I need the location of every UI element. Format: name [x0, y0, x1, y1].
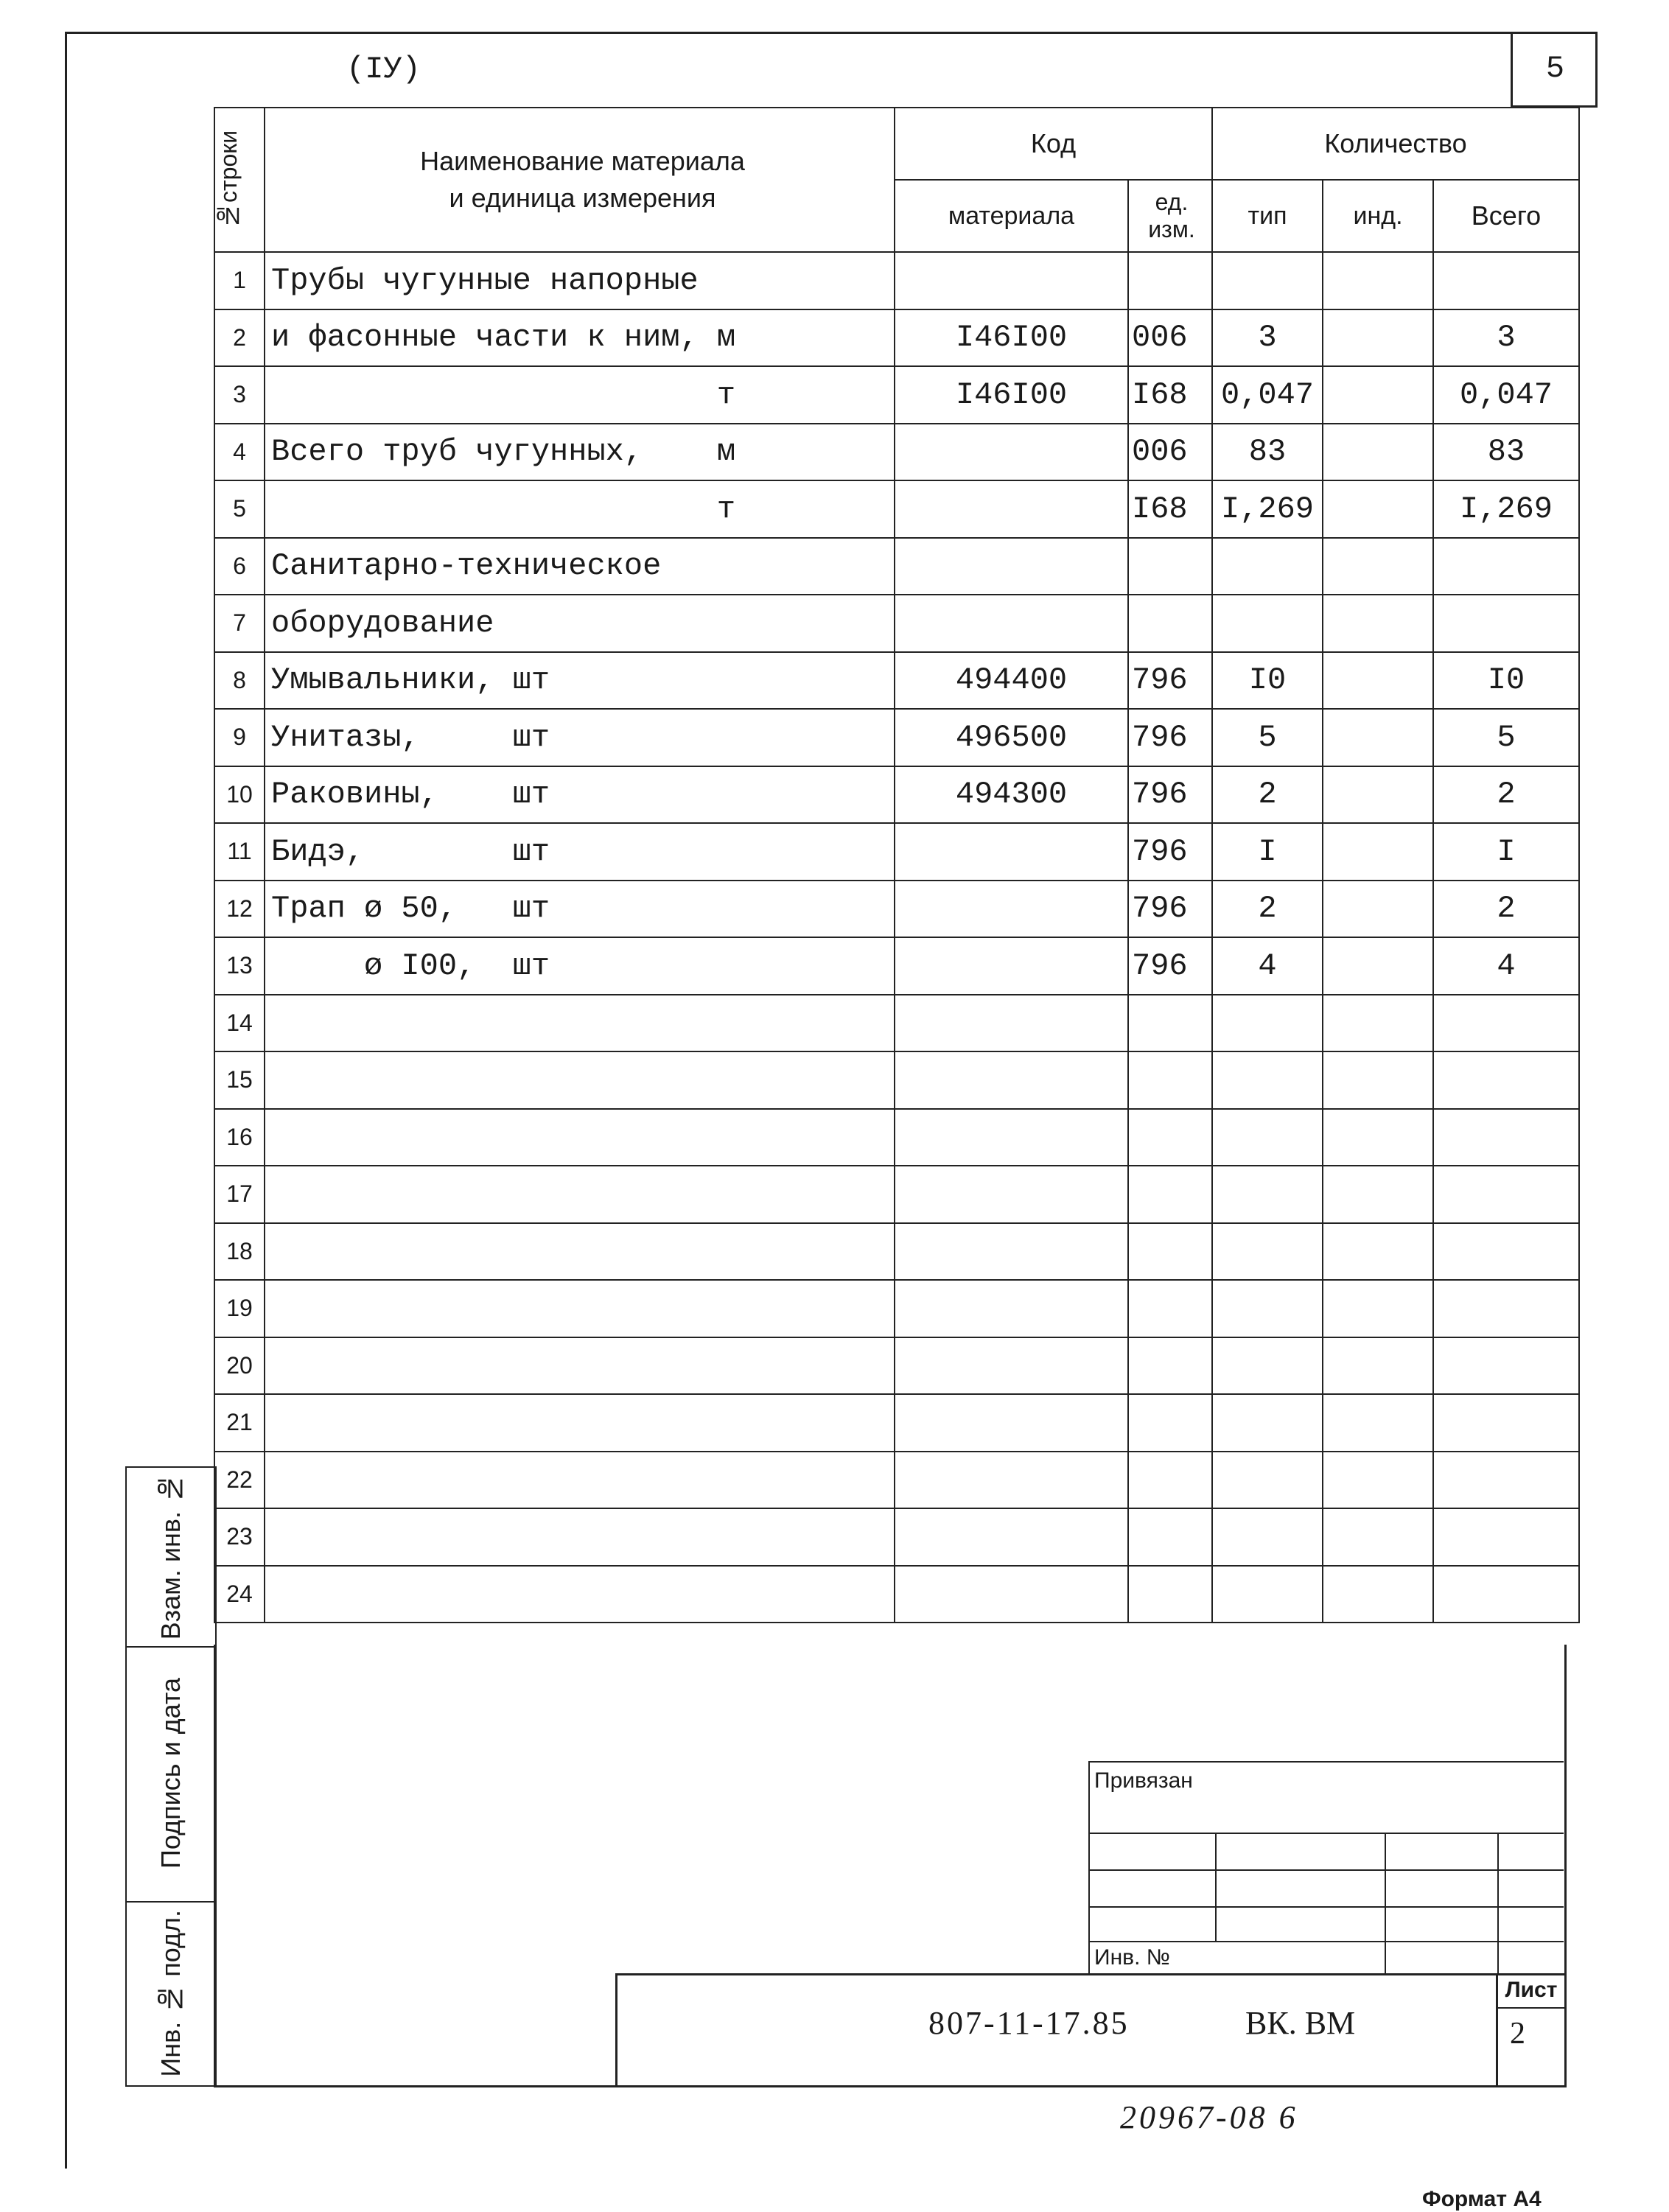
unit-code-cell: 796 [1128, 937, 1212, 995]
material-name-cell: Умывальники, шт [265, 652, 895, 710]
row-number-cell: 23 [214, 1508, 265, 1566]
unit-code-cell: I68 [1128, 480, 1212, 538]
unit-code-cell: 796 [1128, 823, 1212, 881]
table-row [214, 1508, 1579, 1566]
material-name-cell: Всего труб чугунных, м [265, 424, 895, 481]
unit-code-cell [1128, 1223, 1212, 1281]
qty-type-cell: 0,047 [1212, 366, 1323, 424]
row-number-cell: 1 [214, 252, 265, 309]
handwritten-number: 20967-08 6 [1120, 2099, 1298, 2135]
qty-type-cell [1212, 1166, 1323, 1223]
qty-ind-cell [1323, 1337, 1433, 1395]
stamp-rule [1090, 1869, 1564, 1871]
row-number-cell: 4 [214, 424, 265, 481]
qty-type-cell [1212, 1109, 1323, 1166]
privyazan-label: Привязан [1094, 1768, 1193, 1793]
material-name-cell [265, 1109, 895, 1166]
unit-code-cell [1128, 1452, 1212, 1509]
unit-code-cell: 796 [1128, 652, 1212, 710]
qty-total-cell: 2 [1433, 881, 1579, 938]
material-name-cell [265, 1280, 895, 1337]
document-suffix: ВК. ВМ [1245, 2005, 1356, 2041]
unit-code-cell: 796 [1128, 766, 1212, 824]
document-code: 807-11-17.85 [928, 2005, 1130, 2041]
unit-code-cell [1128, 1109, 1212, 1166]
header-quantity: Количество [1212, 108, 1579, 180]
material-code-cell [895, 1394, 1128, 1452]
qty-total-cell [1433, 1166, 1579, 1223]
row-number-cell: 22 [214, 1452, 265, 1509]
table-row [214, 1223, 1579, 1281]
table-row [214, 252, 1579, 309]
qty-type-cell [1212, 995, 1323, 1052]
unit-code-cell [1128, 1566, 1212, 1623]
qty-ind-cell [1323, 1223, 1433, 1281]
row-number-cell: 19 [214, 1280, 265, 1337]
table-row [214, 1394, 1579, 1452]
header-qty-ind: инд. [1323, 180, 1433, 252]
qty-type-cell [1212, 1566, 1323, 1623]
row-number-cell: 16 [214, 1109, 265, 1166]
header-qty-total: Всего [1433, 180, 1579, 252]
material-code-cell [895, 538, 1128, 595]
unit-code-cell [1128, 995, 1212, 1052]
qty-type-cell: I [1212, 823, 1323, 881]
qty-ind-cell [1323, 1109, 1433, 1166]
qty-ind-cell [1323, 652, 1433, 710]
material-code-cell [895, 1508, 1128, 1566]
unit-code-cell: 796 [1128, 881, 1212, 938]
qty-total-cell: 4 [1433, 937, 1579, 995]
format-label: Формат А4 [1422, 2187, 1542, 2211]
qty-ind-cell [1323, 424, 1433, 481]
material-name-cell: т [265, 366, 895, 424]
list-box [1496, 1973, 1564, 2085]
table-row [214, 881, 1579, 938]
qty-total-cell: 5 [1433, 709, 1579, 766]
material-name-cell [265, 1508, 895, 1566]
qty-total-cell [1433, 538, 1579, 595]
table-row [214, 995, 1579, 1052]
material-code-cell [895, 1280, 1128, 1337]
table-row [214, 1337, 1579, 1395]
row-number-cell: 6 [214, 538, 265, 595]
stamp-rule [1090, 1833, 1564, 1834]
header-code-material: материала [895, 180, 1128, 252]
stamp-vzam-inv [125, 1466, 217, 1648]
material-name-cell: и фасонные части к ним, м [265, 309, 895, 367]
unit-code-cell [1128, 538, 1212, 595]
qty-ind-cell [1323, 995, 1433, 1052]
material-code-cell [895, 1223, 1128, 1281]
table-row [214, 709, 1579, 766]
material-code-cell [895, 1109, 1128, 1166]
table-row [214, 1051, 1579, 1109]
material-code-cell [895, 937, 1128, 995]
qty-total-cell: 2 [1433, 766, 1579, 824]
header-row-number: №строки [214, 108, 265, 252]
qty-type-cell [1212, 595, 1323, 652]
unit-code-cell [1128, 1508, 1212, 1566]
stamp-inv-podl [125, 1901, 217, 2087]
header-name [265, 108, 895, 252]
material-code-cell [895, 1337, 1128, 1395]
row-number-cell: 5 [214, 480, 265, 538]
row-number-cell: 20 [214, 1337, 265, 1395]
stamp-rule [1090, 1941, 1564, 1942]
qty-total-cell [1433, 1566, 1579, 1623]
qty-type-cell [1212, 1051, 1323, 1109]
table-row [214, 480, 1579, 538]
material-code-cell [895, 881, 1128, 938]
material-name-cell [265, 995, 895, 1052]
qty-type-cell [1212, 252, 1323, 309]
qty-ind-cell [1323, 309, 1433, 367]
row-number-cell: 14 [214, 995, 265, 1052]
unit-code-cell [1128, 595, 1212, 652]
unit-code-cell [1128, 1394, 1212, 1452]
row-number-cell: 12 [214, 881, 265, 938]
table-row [214, 1280, 1579, 1337]
material-name-cell: Унитазы, шт [265, 709, 895, 766]
stamp-col [1385, 1833, 1386, 1975]
qty-total-cell: I0 [1433, 652, 1579, 710]
qty-total-cell: I,269 [1433, 480, 1579, 538]
qty-ind-cell [1323, 1394, 1433, 1452]
material-code-cell [895, 1051, 1128, 1109]
qty-total-cell [1433, 1452, 1579, 1509]
material-name-cell [265, 1223, 895, 1281]
qty-total-cell: 0,047 [1433, 366, 1579, 424]
qty-type-cell: 2 [1212, 881, 1323, 938]
material-name-cell: Бидэ, шт [265, 823, 895, 881]
qty-type-cell: 4 [1212, 937, 1323, 995]
material-code-cell [895, 995, 1128, 1052]
stamp-col [1497, 1833, 1499, 1975]
qty-ind-cell [1323, 595, 1433, 652]
unit-code-cell: 796 [1128, 709, 1212, 766]
material-name-cell [265, 1566, 895, 1623]
list-number: 2 [1510, 2017, 1525, 2051]
table-row [214, 366, 1579, 424]
material-name-cell [265, 1337, 895, 1395]
qty-ind-cell [1323, 766, 1433, 824]
material-code-cell [895, 252, 1128, 309]
material-code-cell [895, 823, 1128, 881]
material-name-cell [265, 1452, 895, 1509]
table-row [214, 652, 1579, 710]
material-code-cell [895, 424, 1128, 481]
inv-no-label: Инв. № [1094, 1945, 1170, 1970]
qty-type-cell: 3 [1212, 309, 1323, 367]
table-row [214, 595, 1579, 652]
row-number-cell: 9 [214, 709, 265, 766]
unit-code-cell [1128, 1280, 1212, 1337]
table-row [214, 424, 1579, 481]
material-name-cell: т [265, 480, 895, 538]
material-code-cell: I46I00 [895, 309, 1128, 367]
table-row [214, 937, 1579, 995]
material-name-cell [265, 1166, 895, 1223]
qty-type-cell [1212, 1508, 1323, 1566]
qty-type-cell: 83 [1212, 424, 1323, 481]
qty-total-cell: 3 [1433, 309, 1579, 367]
qty-type-cell [1212, 1280, 1323, 1337]
material-code-cell [895, 595, 1128, 652]
qty-ind-cell [1323, 538, 1433, 595]
table-row [214, 1109, 1579, 1166]
table-row [214, 1566, 1579, 1623]
qty-total-cell: I [1433, 823, 1579, 881]
sheet-label: (IУ) [346, 52, 421, 87]
row-number-cell: 13 [214, 937, 265, 995]
qty-ind-cell [1323, 823, 1433, 881]
qty-total-cell [1433, 252, 1579, 309]
header-code: Код [895, 108, 1212, 180]
qty-ind-cell [1323, 366, 1433, 424]
row-number-cell: 10 [214, 766, 265, 824]
row-number-cell: 8 [214, 652, 265, 710]
qty-total-cell: 83 [1433, 424, 1579, 481]
material-code-cell [895, 1566, 1128, 1623]
unit-code-cell: I68 [1128, 366, 1212, 424]
stamp-podpis-data-label: Подпись и дата [155, 1677, 186, 1869]
qty-ind-cell [1323, 1280, 1433, 1337]
header-name-line1: Наименование материала [420, 146, 745, 176]
header-qty-type: тип [1212, 180, 1323, 252]
list-label: Лист [1498, 1973, 1564, 2009]
qty-type-cell: 2 [1212, 766, 1323, 824]
qty-ind-cell [1323, 1452, 1433, 1509]
row-number-cell: 21 [214, 1394, 265, 1452]
qty-total-cell [1433, 1337, 1579, 1395]
table-row [214, 766, 1579, 824]
unit-code-cell [1128, 1051, 1212, 1109]
material-name-cell [265, 1051, 895, 1109]
row-number-cell: 18 [214, 1223, 265, 1281]
qty-total-cell [1433, 1223, 1579, 1281]
qty-ind-cell [1323, 480, 1433, 538]
row-number-cell: 15 [214, 1051, 265, 1109]
row-number-cell: 11 [214, 823, 265, 881]
material-code-cell: 494400 [895, 652, 1128, 710]
stamp-col [1215, 1833, 1217, 1941]
qty-total-cell [1433, 1508, 1579, 1566]
qty-total-cell [1433, 1051, 1579, 1109]
unit-code-cell: 006 [1128, 309, 1212, 367]
material-code-cell: 496500 [895, 709, 1128, 766]
qty-type-cell [1212, 1223, 1323, 1281]
stamp-inv-podl-label: Инв. № подл. [155, 1909, 186, 2077]
privyazan-stamp [1088, 1761, 1564, 1975]
unit-code-cell: 006 [1128, 424, 1212, 481]
header-code-unit: ед. изм. [1128, 180, 1212, 252]
unit-code-cell [1128, 252, 1212, 309]
header-name-line2: и единица измерения [449, 183, 716, 213]
frame-left-line [65, 32, 67, 2169]
unit-code-cell [1128, 1337, 1212, 1395]
qty-type-cell: 5 [1212, 709, 1323, 766]
table-row [214, 538, 1579, 595]
qty-total-cell [1433, 1109, 1579, 1166]
qty-ind-cell [1323, 881, 1433, 938]
material-code-cell: I46I00 [895, 366, 1128, 424]
qty-ind-cell [1323, 709, 1433, 766]
material-code-cell [895, 480, 1128, 538]
material-code-cell: 494300 [895, 766, 1128, 824]
stamp-rule [1090, 1906, 1564, 1908]
row-number-cell: 2 [214, 309, 265, 367]
stamp-vzam-inv-label: Взам. инв. № [155, 1474, 186, 1640]
material-name-cell: ø I00, шт [265, 937, 895, 995]
qty-total-cell [1433, 1280, 1579, 1337]
qty-type-cell [1212, 538, 1323, 595]
qty-total-cell [1433, 995, 1579, 1052]
material-name-cell: оборудование [265, 595, 895, 652]
frame-top-line [66, 32, 1596, 34]
qty-type-cell: I0 [1212, 652, 1323, 710]
table-row [214, 1452, 1579, 1509]
material-spec-table [214, 107, 1580, 1623]
qty-type-cell: I,269 [1212, 480, 1323, 538]
material-name-cell: Трубы чугунные напорные [265, 252, 895, 309]
material-name-cell: Раковины, шт [265, 766, 895, 824]
qty-total-cell [1433, 1394, 1579, 1452]
material-name-cell: Санитарно-техническое [265, 538, 895, 595]
qty-type-cell [1212, 1337, 1323, 1395]
material-name-cell [265, 1394, 895, 1452]
table-row [214, 1166, 1579, 1223]
row-number-cell: 7 [214, 595, 265, 652]
qty-total-cell [1433, 595, 1579, 652]
qty-ind-cell [1323, 252, 1433, 309]
qty-ind-cell [1323, 1166, 1433, 1223]
qty-ind-cell [1323, 1566, 1433, 1623]
stamp-podpis-data [125, 1645, 217, 1903]
table-row [214, 823, 1579, 881]
row-number-cell: 3 [214, 366, 265, 424]
unit-code-cell [1128, 1166, 1212, 1223]
qty-type-cell [1212, 1394, 1323, 1452]
table-row [214, 309, 1579, 367]
page-number: 5 [1511, 32, 1598, 108]
qty-ind-cell [1323, 1508, 1433, 1566]
material-code-cell [895, 1166, 1128, 1223]
qty-ind-cell [1323, 937, 1433, 995]
qty-type-cell [1212, 1452, 1323, 1509]
material-name-cell: Трап ø 50, шт [265, 881, 895, 938]
material-code-cell [895, 1452, 1128, 1509]
qty-ind-cell [1323, 1051, 1433, 1109]
row-number-cell: 24 [214, 1566, 265, 1623]
row-number-cell: 17 [214, 1166, 265, 1223]
